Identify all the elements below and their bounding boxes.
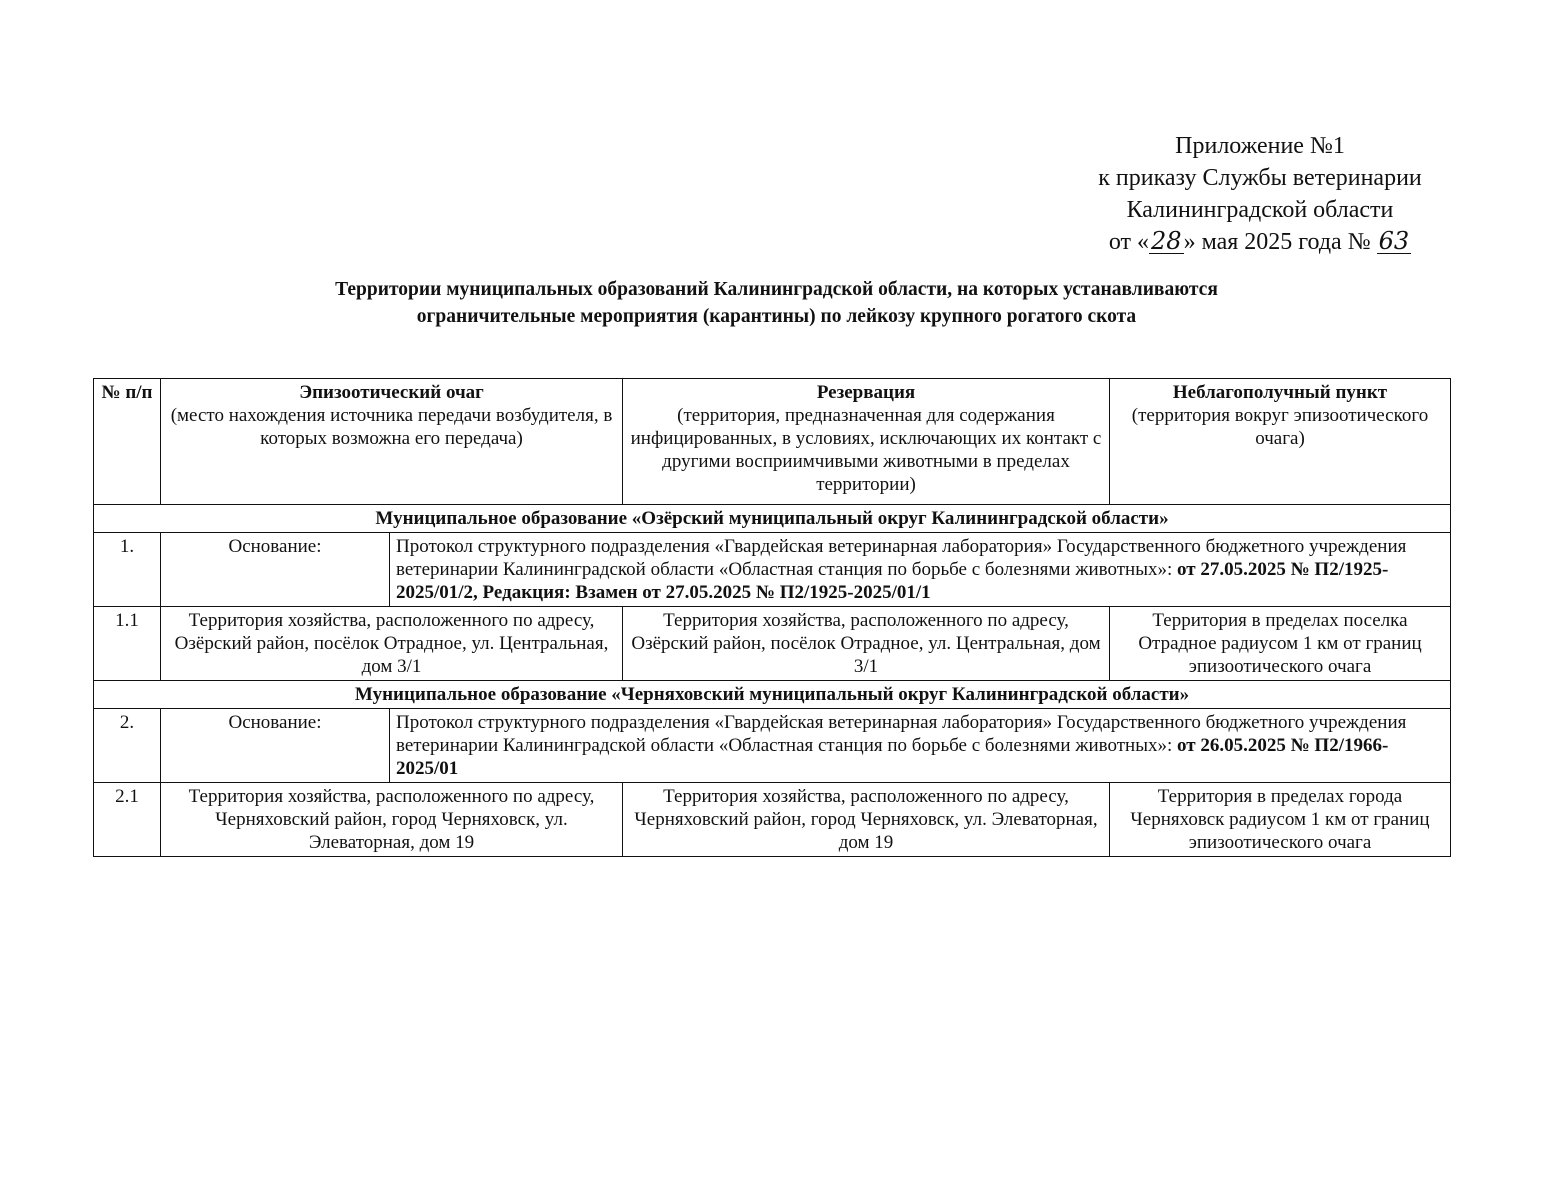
table-row <box>94 783 1451 857</box>
date-prefix: от « <box>1108 229 1150 255</box>
title-line-2: ограничительные мероприятия (карантины) по лейкозу крупного рогатого скота <box>416 306 1137 327</box>
basis-protocol-ref: от 26.05.2025 № П2/1966-2025/01 <box>396 735 1389 779</box>
row-number: 2. <box>94 709 161 783</box>
basis-protocol-ref: от 27.05.2025 № П2/1925-2025/01/2, Редакция: Взамен от 27.05.2025 № П2/1925-2025/01/1 <box>396 559 1389 603</box>
header-point: Неблагополучный пункт (территория вокруг эпизоотического очага) <box>1110 379 1451 505</box>
order-date-line <box>1080 226 1440 258</box>
basis-text: Протокол структурного подразделения «Гвардейская ветеринарная лаборатория» Государственного бюджетного учреждения ветеринарии Калининградской области «Областная станция по борьбе с болезнями животных»: от 26.05.2025 № П2/1966-2025/01 <box>390 709 1451 783</box>
row-number: 1.1 <box>94 607 161 681</box>
appendix-title: Приложение №1 <box>1175 133 1345 159</box>
basis-row <box>94 533 1451 607</box>
point-cell: Территория в пределах поселка Отрадное радиусом 1 км от границ эпизоотического очага <box>1110 607 1451 681</box>
header-focus: Эпизоотический очаг (место нахождения источника передачи возбудителя, в которых возможна его передача) <box>161 379 623 505</box>
basis-text: Протокол структурного подразделения «Гвардейская ветеринарная лаборатория» Государственного бюджетного учреждения ветеринарии Калининградской области «Областная станция по борьбе с болезнями животных»: от 27.05.2025 № П2/1925-2025/01/2, Редакция: Взамен от 27.05.2025 № П2/1925-2025/01/1 <box>390 533 1451 607</box>
document-title <box>0 276 1553 330</box>
section-row-ozersky <box>94 505 1451 533</box>
title-line-1: Территории муниципальных образований Калининградской области, на которых устанавливаются <box>335 279 1218 300</box>
date-suffix: » мая 2025 года № <box>1183 229 1371 255</box>
row-number: 2.1 <box>94 783 161 857</box>
section-title: Муниципальное образование «Озёрский муниципальный округ Калининградской области» <box>94 505 1451 533</box>
basis-label: Основание: <box>161 533 390 607</box>
focus-cell: Территория хозяйства, расположенного по адресу, Озёрский район, посёлок Отрадное, ул. Центральная, дом 3/1 <box>161 607 623 681</box>
basis-label: Основание: <box>161 709 390 783</box>
quarantine-table <box>93 378 1451 857</box>
section-row-chernyakhovsky <box>94 681 1451 709</box>
reserve-cell: Территория хозяйства, расположенного по адресу, Черняховский район, город Черняховск, ул. Элеваторная, дом 19 <box>623 783 1110 857</box>
row-number: 1. <box>94 533 161 607</box>
reserve-cell: Территория хозяйства, расположенного по адресу, Озёрский район, посёлок Отрадное, ул. Центральная, дом 3/1 <box>623 607 1110 681</box>
header-reserve: Резервация (территория, предназначенная для содержания инфицированных, в условиях, исключающих их контакт с другими восприимчивыми животными в пределах территории) <box>623 379 1110 505</box>
table-header-row <box>94 379 1451 505</box>
section-title: Муниципальное образование «Черняховский муниципальный округ Калининградской области» <box>94 681 1451 709</box>
handwritten-day: 28 <box>1151 227 1182 255</box>
handwritten-order-number: 63 <box>1378 227 1410 255</box>
appendix-region: Калининградской области <box>1126 197 1394 223</box>
appendix-reference: к приказу Службы ветеринарии <box>1098 165 1422 191</box>
focus-cell: Территория хозяйства, расположенного по адресу, Черняховский район, город Черняховск, ул. Элеваторная, дом 19 <box>161 783 623 857</box>
basis-row <box>94 709 1451 783</box>
appendix-block <box>1080 130 1440 258</box>
header-num: № п/п <box>94 379 161 505</box>
point-cell: Территория в пределах города Черняховск радиусом 1 км от границ эпизоотического очага <box>1110 783 1451 857</box>
table-row <box>94 607 1451 681</box>
